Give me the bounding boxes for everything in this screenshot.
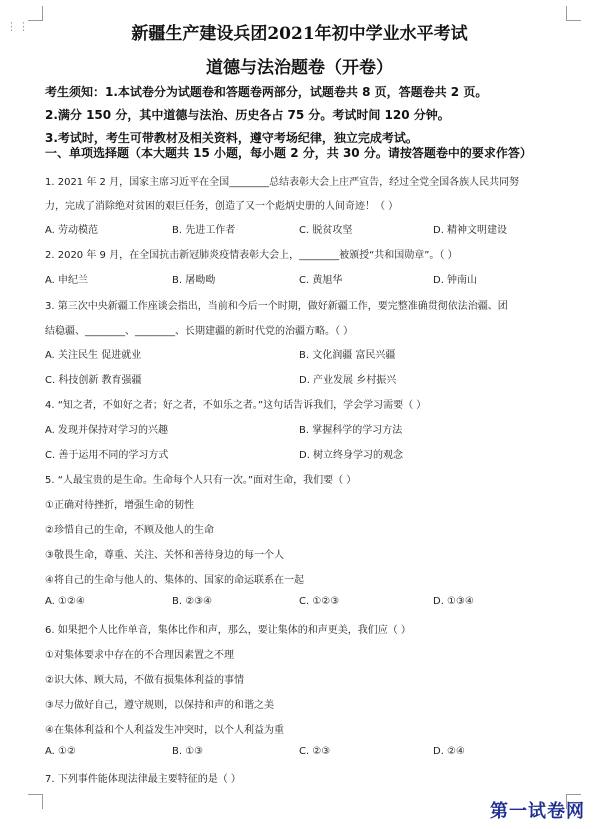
notice-line-1: 考生须知：1.本试卷分为试题卷和答题卷两部分，试题卷共 8 页，答题卷共 2 页。 <box>45 85 488 99</box>
question-5-option-b: B. ②③④ <box>172 596 213 607</box>
question-6-statement-3: ③尽力做好自己，遵守规则，以保持和声的和谐之美 <box>45 700 274 711</box>
exam-title: 新疆生产建设兵团2021年初中学业水平考试 <box>131 24 468 44</box>
question-4-option-d: D. 树立终身学习的观念 <box>299 450 404 461</box>
question-5-statement-4: ④将自己的生命与他人的、集体的、国家的命运联系在一起 <box>45 575 304 586</box>
question-6-option-d: D. ②④ <box>433 746 465 757</box>
question-6-statement-4: ④在集体利益和个人利益发生冲突时，以个人利益为重 <box>45 725 284 736</box>
question-6-statement-1: ①对集体要求中存在的不合理因素置之不理 <box>45 650 234 661</box>
question-4-option-a: A. 发现并保持对学习的兴趣 <box>45 425 169 436</box>
question-1-line-1: 1. 2021 年 2 月，国家主席习近平在全国________总结表彰大会上庄严宣告，经过全党全国各族人民共同努 <box>45 177 520 188</box>
drag-handle-icon[interactable]: ⋮⋮ <box>6 20 30 33</box>
question-1-line-2: 力，完成了消除绝对贫困的艰巨任务，创造了又一个彪炳史册的人间奇迹！（ ） <box>45 201 399 212</box>
question-6-statement-2: ②识大体、顾大局，不做有损集体利益的事情 <box>45 675 244 686</box>
question-1-option-d: D. 精神文明建设 <box>433 225 508 236</box>
question-6-option-c: C. ②③ <box>299 746 331 757</box>
question-5-option-d: D. ①③④ <box>433 596 474 607</box>
question-3-option-b: B. 文化润疆 富民兴疆 <box>299 350 396 361</box>
question-5-statement-2: ②珍惜自己的生命，不顾及他人的生命 <box>45 525 214 536</box>
question-1-option-a: A. 劳动模范 <box>45 225 99 236</box>
crop-mark-bottom-left <box>28 794 43 809</box>
question-5-option-a: A. ①②④ <box>45 596 85 607</box>
question-3-option-a: A. 关注民生 促进就业 <box>45 350 142 361</box>
question-2-option-a: A. 申纪兰 <box>45 275 89 286</box>
question-4-line-1: 4. “知之者，不如好之者；好之者，不如乐之者。”这句话告诉我们，学会学习需要（ ） <box>45 400 427 411</box>
question-2-option-d: D. 钟南山 <box>433 275 478 286</box>
question-2-option-c: C. 黄旭华 <box>299 275 343 286</box>
question-7-line-1: 7. 下列事件能体现法律最主要特征的是（ ） <box>45 774 241 785</box>
question-2-option-b: B. 屠呦呦 <box>172 275 216 286</box>
question-3-line-1: 3. 第三次中央新疆工作座谈会指出，当前和今后一个时期，做好新疆工作，要完整准确贯彻依法治疆、团 <box>45 301 508 312</box>
question-5-statement-1: ①正确对待挫折，增强生命的韧性 <box>45 500 194 511</box>
question-6-line-1: 6. 如果把个人比作单音，集体比作和声，那么，要让集体的和声更美，我们应（ ） <box>45 625 411 636</box>
section-heading: 一、单项选择题（本大题共 15 小题，每小题 2 分，共 30 分。请按答题卷中的要求作答） <box>45 146 532 160</box>
question-5-option-c: C. ①②③ <box>299 596 340 607</box>
notice-line-3: 3.考试时，考生可带教材及相关资料，遵守考场纪律，独立完成考试。 <box>45 131 418 145</box>
question-4-option-b: B. 掌握科学的学习方法 <box>299 425 403 436</box>
question-2-line-1: 2. 2020 年 9 月，在全国抗击新冠肺炎疫情表彰大会上，________被颁授“共和国勋章”。（ ） <box>45 250 458 261</box>
notice-line-2: 2.满分 150 分，其中道德与法治、历史各占 75 分。考试时间 120 分钟。 <box>45 108 450 122</box>
question-3-option-c: C. 科技创新 教育强疆 <box>45 375 142 386</box>
question-6-option-a: A. ①② <box>45 746 76 757</box>
question-5-line-1: 5. “人最宝贵的是生命。生命每个人只有一次。”面对生命，我们要（ ） <box>45 475 357 486</box>
question-6-option-b: B. ①③ <box>172 746 204 757</box>
question-1-option-b: B. 先进工作者 <box>172 225 236 236</box>
exam-subtitle: 道德与法治题卷（开卷） <box>206 58 393 78</box>
question-5-statement-3: ③敬畏生命，尊重、关注、关怀和善待身边的每一个人 <box>45 550 284 561</box>
question-3-option-d: D. 产业发展 乡村振兴 <box>299 375 397 386</box>
question-1-option-c: C. 脱贫攻坚 <box>299 225 353 236</box>
question-3-line-2: 结稳疆、________、________、长期建疆的新时代党的治疆方略。（ ） <box>45 326 354 337</box>
site-watermark: 第一试卷网 <box>490 801 585 822</box>
question-4-option-c: C. 善于运用不同的学习方式 <box>45 450 169 461</box>
